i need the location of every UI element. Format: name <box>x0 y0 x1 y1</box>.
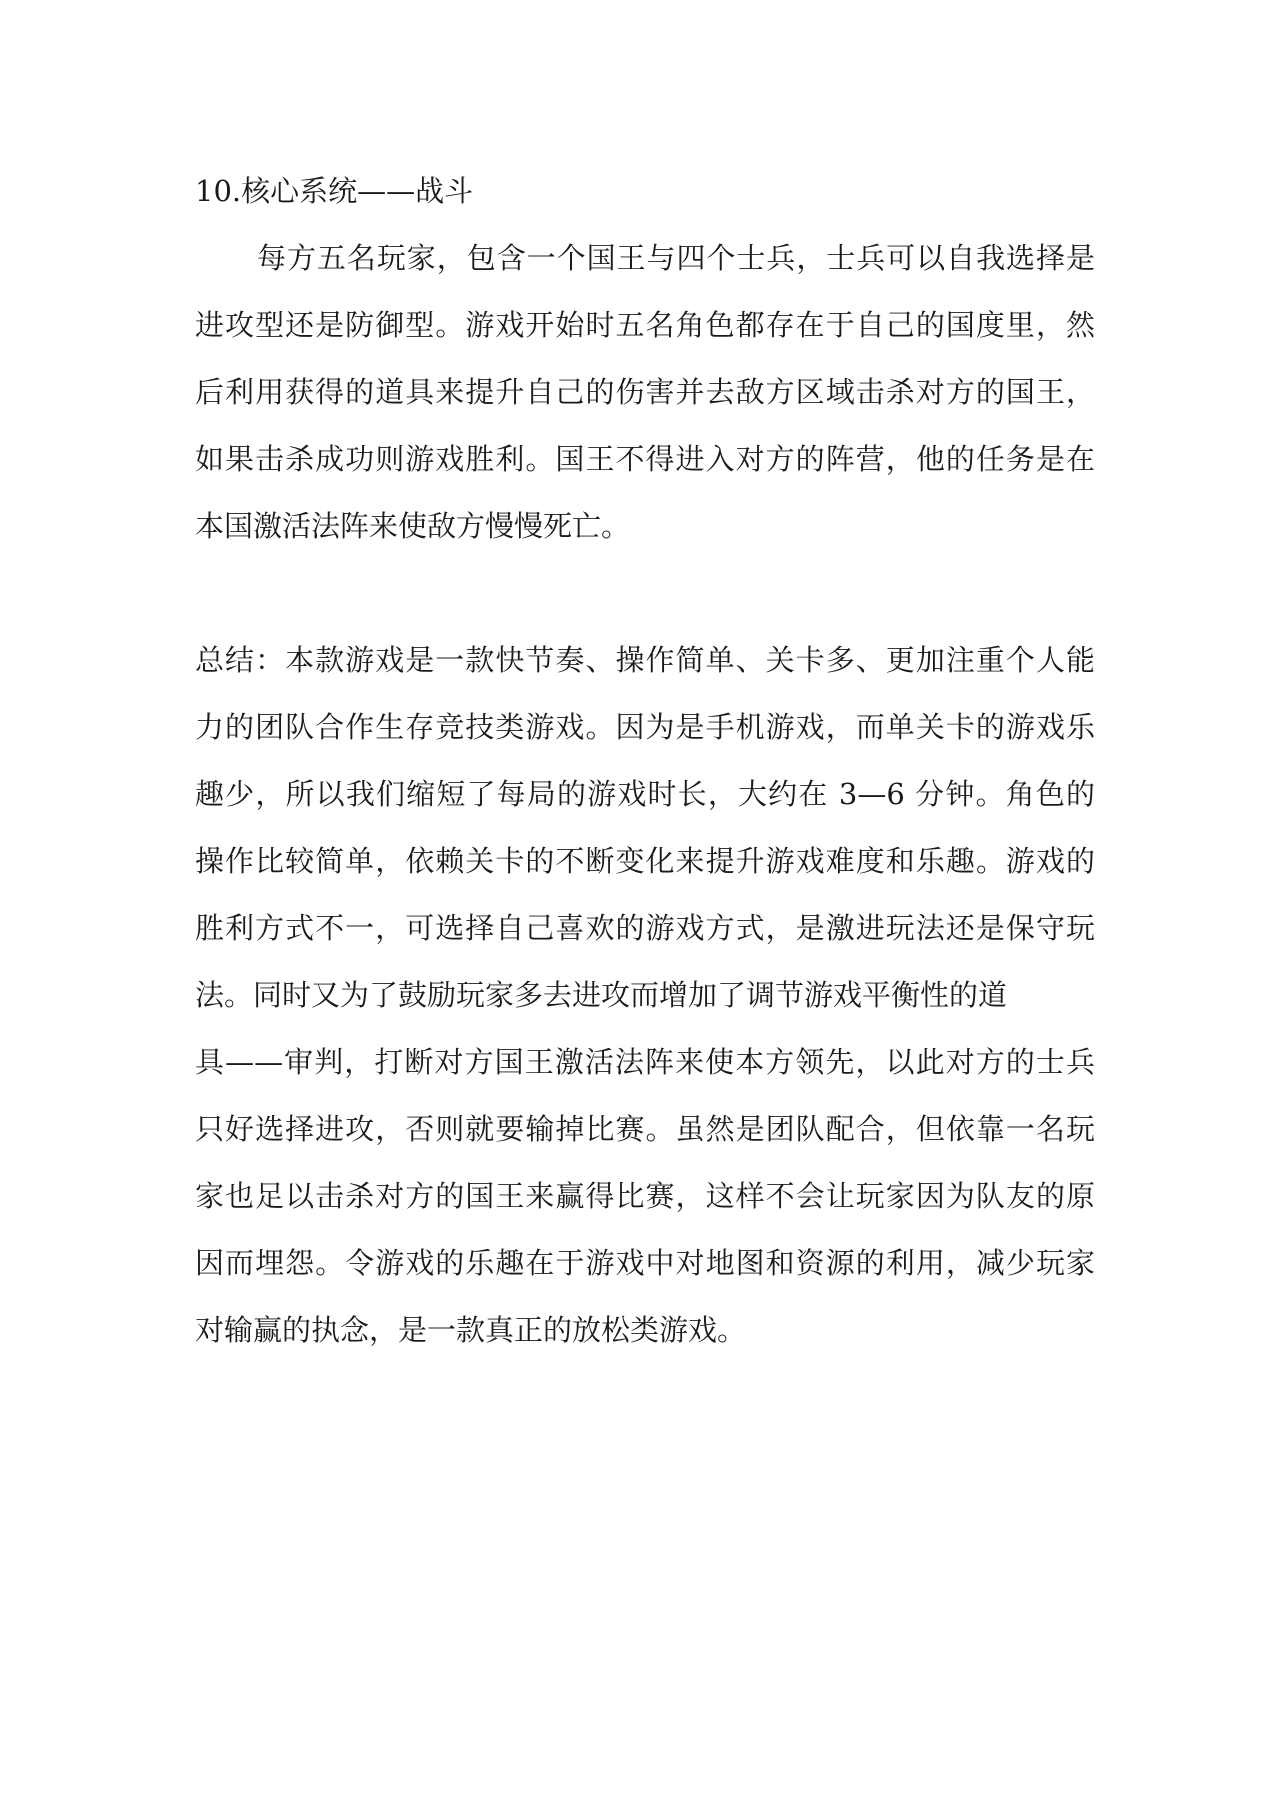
paragraph-line: 本国激活法阵来使敌方慢慢死亡。 <box>195 509 631 543</box>
summary-line: 操作比较简单，依赖关卡的不断变化来提升游戏难度和乐趣。游戏的 <box>195 844 1095 878</box>
paragraph-line: 如果击杀成功则游戏胜利。国王不得进入对方的阵营，他的任务是在 <box>195 442 1095 476</box>
summary-line: 具——审判，打断对方国王激活法阵来使本方领先，以此对方的士兵 <box>195 1045 1095 1079</box>
summary-line: 家也足以击杀对方的国王来赢得比赛，这样不会让玩家因为队友的原 <box>195 1179 1095 1213</box>
summary-line: 对输赢的执念，是一款真正的放松类游戏。 <box>195 1313 747 1347</box>
paragraph-line: 进攻型还是防御型。游戏开始时五名角色都存在于自己的国度里，然 <box>195 308 1095 342</box>
summary-line: 法。同时又为了鼓励玩家多去进攻而增加了调节游戏平衡性的道 <box>195 978 1008 1012</box>
summary-line: 因而埋怨。令游戏的乐趣在于游戏中对地图和资源的利用，减少玩家 <box>195 1246 1095 1280</box>
summary-line: 胜利方式不一，可选择自己喜欢的游戏方式，是激进玩法还是保守玩 <box>195 911 1095 945</box>
section-heading: 10.核心系统——战斗 <box>195 174 474 208</box>
paragraph-line: 每方五名玩家，包含一个国王与四个士兵，士兵可以自我选择是 <box>257 241 1095 275</box>
paragraph-line: 后利用获得的道具来提升自己的伤害并去敌方区域击杀对方的国王， <box>195 375 1095 409</box>
summary-line: 力的团队合作生存竞技类游戏。因为是手机游戏，而单关卡的游戏乐 <box>195 710 1095 744</box>
summary-line: 只好选择进攻，否则就要输掉比赛。虽然是团队配合，但依靠一名玩 <box>195 1112 1095 1146</box>
summary-line: 趣少，所以我们缩短了每局的游戏时长，大约在 3—6 分钟。角色的 <box>195 777 1095 811</box>
summary-line: 总结：本款游戏是一款快节奏、操作简单、关卡多、更加注重个人能 <box>195 643 1095 677</box>
